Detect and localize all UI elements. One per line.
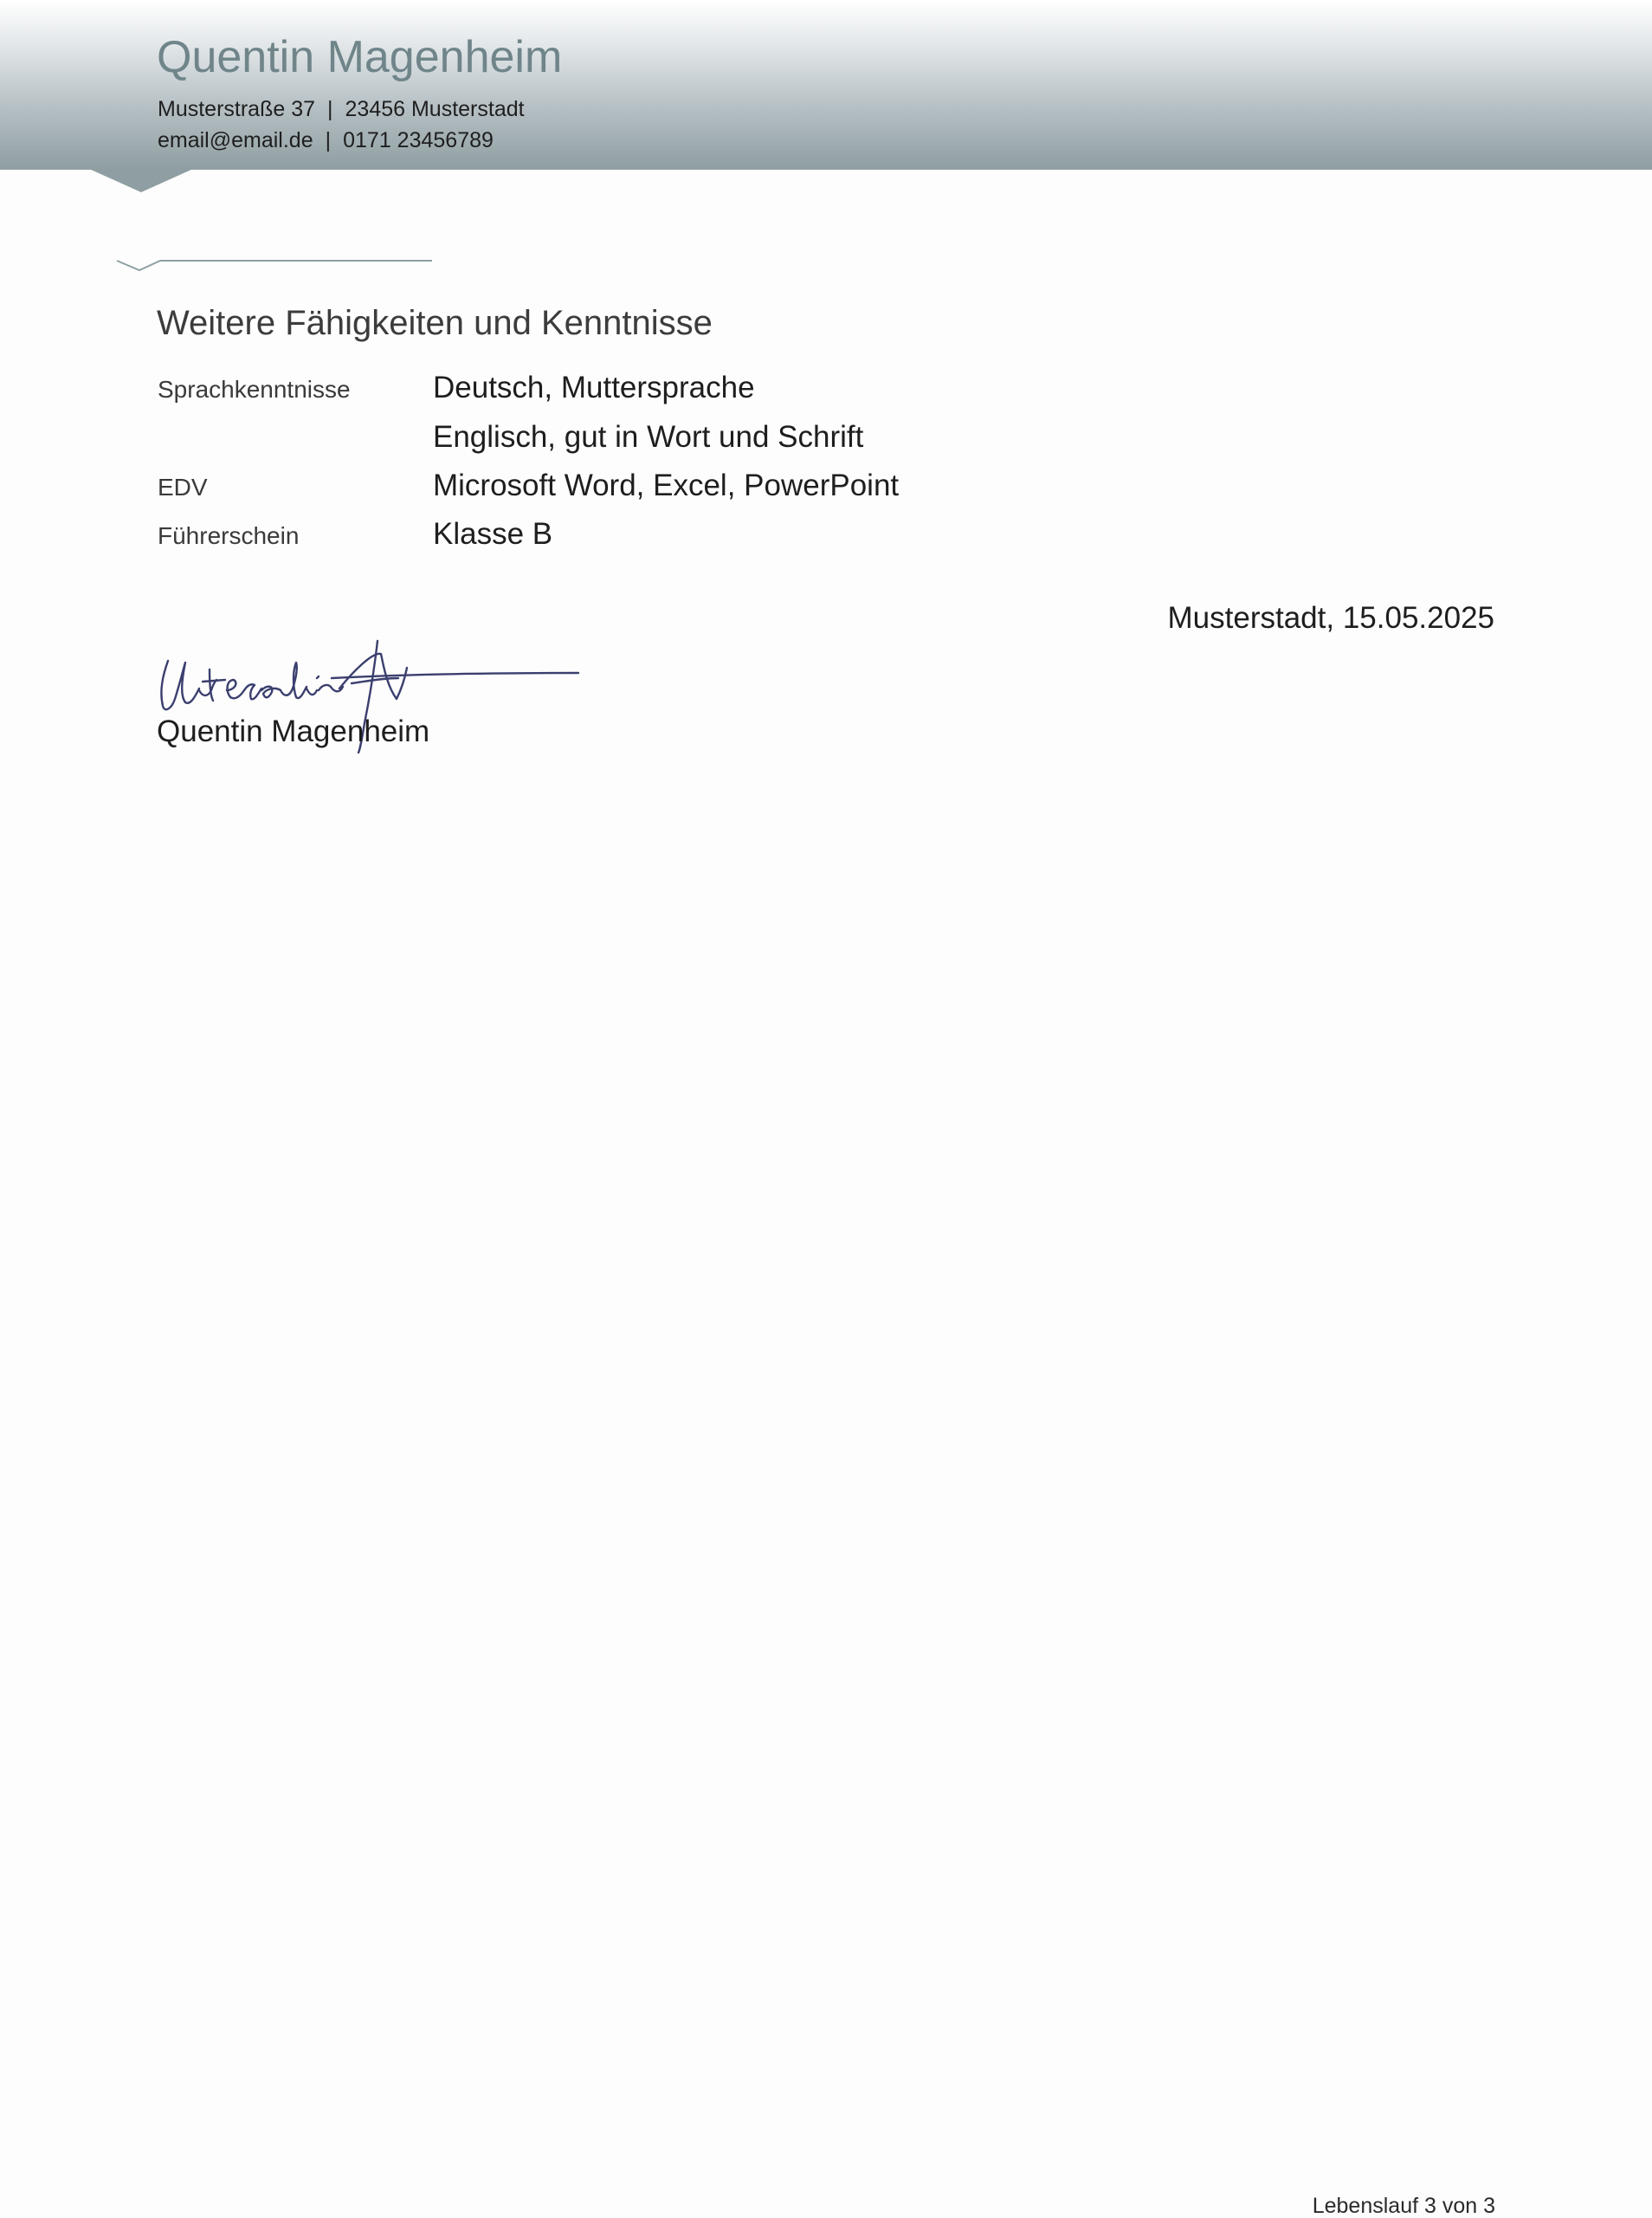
value-language-english: Englisch, gut in Wort und Schrift	[433, 420, 864, 454]
page-number-footer: Lebenslauf 3 von 3	[1312, 2194, 1495, 2218]
signer-name: Quentin Magenheim	[157, 715, 430, 748]
value-drivers-license: Klasse B	[433, 517, 553, 551]
email: email@email.de	[158, 128, 313, 152]
label-drivers-license: Führerschein	[158, 522, 300, 549]
phone: 0171 23456789	[343, 128, 494, 152]
label-it-skills: EDV	[158, 474, 208, 501]
applicant-name: Quentin Magenheim	[157, 32, 563, 82]
place-and-date: Musterstadt, 15.05.2025	[1167, 601, 1494, 635]
value-it-skills: Microsoft Word, Excel, PowerPoint	[433, 469, 900, 502]
value-language-german: Deutsch, Muttersprache	[433, 371, 755, 404]
header-notch-decoration	[89, 169, 193, 192]
section-heading: Weitere Fähigkeiten und Kenntnisse	[157, 304, 713, 342]
street: Musterstraße 37	[158, 97, 316, 121]
city: 23456 Musterstadt	[345, 97, 525, 121]
address-line	[158, 99, 525, 120]
contact-line	[158, 130, 494, 152]
label-languages: Sprachkenntnisse	[158, 376, 351, 403]
section-divider	[115, 253, 436, 272]
separator: |	[327, 97, 333, 121]
separator: |	[325, 128, 332, 152]
